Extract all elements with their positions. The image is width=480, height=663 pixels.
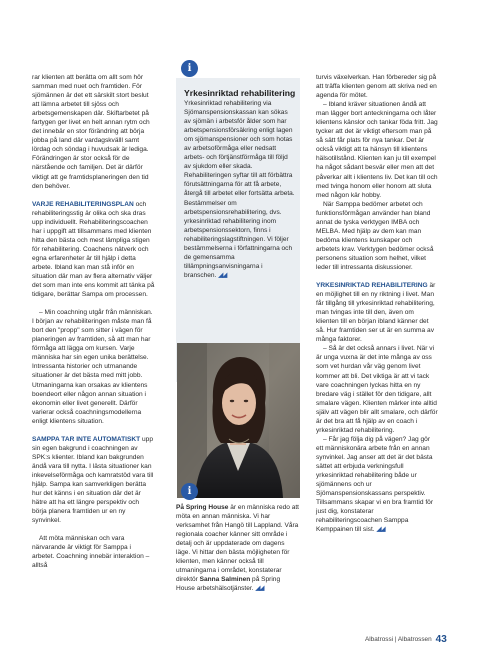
paragraph-text: och rehabiliteringsstig är olika och ska dras upp individuellt. Rehabiliteringscoachen har i uppgift att tillsammans med klienten hitta den bästa och mest lämpliga stigen för rehabilitering. Coachens nätverk och egna erfarenheter är till hjälp i detta arbete. Ibland kan man stå inför en situation där man av flera alternativ väljer det som man inte ens kommit att tänka på tidigare, berättar Sampa om processen.	[32, 200, 155, 299]
factbox	[176, 78, 300, 382]
paragraph: – Så är det också annars i livet. När vi är unga vuxna är det inte många av oss som vet hurdan vår väg genom livet kommer att bli. Det viktiga är att vi tack vare coachningen lyckas hitta en ny bredare väg i stället för den tidigare, allt smalare vägen. Klienten märker inte alltid själv att vägen blir allt smalare, och därför är det bra att få hjälp av en coach i yrkesinriktad rehabilitering.	[316, 345, 438, 434]
paragraph	[316, 281, 438, 344]
article-column-1	[32, 73, 155, 570]
paragraph: Att möta människan och vara närvarande är viktigt för Samppa i arbetet. Coachning innebär interaktion – alltså	[32, 535, 150, 570]
info-icon: i	[181, 483, 198, 500]
end-mark-icon: ◢◢	[218, 271, 227, 279]
paragraph	[316, 435, 438, 535]
paragraph-text: – Får jag följa dig på vägen? Jag gör ett människonära arbete från en annan synvinkel. Jag anser att det är det bästa sättet att erbjuda verkningsfull yrkesinriktad rehabilitering både ur sjömännens och ur Sjömanspensionskassans perspektiv. Tillsammans skapar vi en bra framtid för just dig, konstaterar rehabiliteringscoachen Samppa Kemppainen till sist.	[316, 435, 434, 534]
info-icon: i	[181, 60, 198, 77]
paragraph-text: upp sin egen bakgrund i coachningen av SPK:s klienter. Ibland kan bakgrunden ändå vara till nytta. I lästa situationer kan inkevelseförmåga och kamratstöd vara till hjälp. Sampa kan samverkligen berätta hur det känns i en situation där det är hätre att ha ett längre perspektiv och börja planera framtiden ur en ny synvinkel.	[32, 435, 154, 525]
factbox-title: Yrkesinriktad rehabilitering	[184, 88, 296, 98]
lead-in-heading: YRKESINRIKTAD REHABILITERING	[316, 282, 428, 290]
article-column-4	[316, 73, 438, 534]
lead-in-heading: SAMPPA TAR INTE AUTOMATISKT	[32, 435, 141, 443]
photo-caption	[176, 503, 300, 593]
paragraph-text: är en möjlighet till en ny riktning i livet. Man får tillgång till yrkesinriktad rehabilitering, man tvingas inte till den, även om klienten till en början ibland känner det så. Hur framtiden ser ut är en summa av många faktorer.	[316, 282, 436, 344]
portrait-photo	[177, 343, 300, 498]
caption-text	[176, 503, 300, 593]
caption-body-end: på Spring House arbetshälsotjänster.	[176, 576, 281, 593]
caption-lead: På Spring House	[176, 504, 229, 511]
paragraph: turvis växelverkan. Han förbereder sig på att träffa klienten genom att skriva ned en agenda för mötet.	[316, 74, 437, 100]
factbox-text: Yrkesinriktad rehabilitering via Sjömanspensionskassan kan sökas av sjömän i arbetsför ålder som har arbetspensionsförsäkring enligt lagen om sjömanspensioner och som hotas av arbetsoförmåga eller nedsatt arbets- och förtjänstförmåga till följd av sjukdom eller skada. Rehabiliteringen syftar till att förbättra förutsättningarna för att få arbete, återgå till arbetet eller fortsätta arbeta. Bestämmelser om arbetspensionsrehabilitering, dvs. yrkesinriktad rehabilitering inom arbetspensionssektorn, finns i rehabiliteringslagstiftningen. Vi följer bestämmelserna i författningarna och de gemensamma tillämpningsanvisningarna i branschen.	[184, 100, 295, 279]
paragraph: När Samppa bedömer arbetet och funktionsförmågan använder han bland annat de tyska verktygen IMBA och MELBA. Med hjälp av dem kan man bedöma klientens kunskaper och arbetets krav. Verktygen bedömer också personens situation som helhet, vilket leder till intressanta diskussioner.	[316, 200, 434, 271]
publication-name: Albatrossi | Albatrossen	[365, 636, 432, 643]
end-mark-icon: ◢◢	[255, 585, 264, 593]
paragraph: – Ibland kräver situationen ändå att man lägger bort anteckningarna och låter klientens känslor och tankar föda fritt. Jag tycker att det är viktigt eftersom man på så sätt får plats för nya tankar. Det är också viktigt att ta hänsyn till klientens hälsotillstånd. Klienten kan ju till exempel ha något sådant besvär eller men att det påverkar allt i klientens liv. Det kan till och med tvinga honom eller honom att sluta med någon kär hobby.	[316, 101, 438, 199]
caption-name: Sanna Salminen	[199, 576, 251, 584]
paragraph	[32, 200, 155, 300]
lead-in-heading: VARJE REHABILITERINGSPLAN	[32, 200, 134, 208]
paragraph: rar klienten att berätta om allt som hör samman med nuet och framtiden. För sjömännen är det ett särskilt stort beslut att lämna arbetet till sjöss och arbetsgemenskapen där. Skiftarbetet på fartygen ger livet en helt annan rytm och det innebär en stor förändring att börja jobba på land där vardagskvälll samt lördag och söndag i huvudsak är lediga. Förändringen är stor också för de närstående och familjen. Det är därför viktigt att ge framtidsplaneringen den tid den behöver.	[32, 74, 150, 190]
paragraph: – Min coachning utgår från människan. I början av rehabiliteringen måste man få bort den "propp" som sitter i vägen för planeringen av framtiden, så att man har förmåga att lägga om kursen. Varje människa har sin egen unika berättelse. Intressanta historier och utmanande situationer är det bästa med mitt jobb. Utmaningarna kan orsakas av klientens boendeort eller någon annan situation i ekonomin eller livet generellt. Därför varierar också coachningsmodellerna enligt klientens situation.	[32, 309, 153, 425]
paragraph	[32, 435, 155, 525]
end-mark-icon: ◢◢	[376, 526, 385, 534]
factbox-body	[184, 99, 296, 280]
page-footer	[365, 634, 447, 645]
page-number: 43	[435, 634, 447, 645]
caption-body: är en människa redo att möta en annan människa. Vi har verksamhet från Hangö till Lappland. Våra regionala coacher känner sitt område i detalj och är uppdaterade om dagens läge. Vi hittar den bästa möjligheten för klienten, men känner också till utmaningarna i området, konstaterar direktör	[176, 504, 299, 584]
